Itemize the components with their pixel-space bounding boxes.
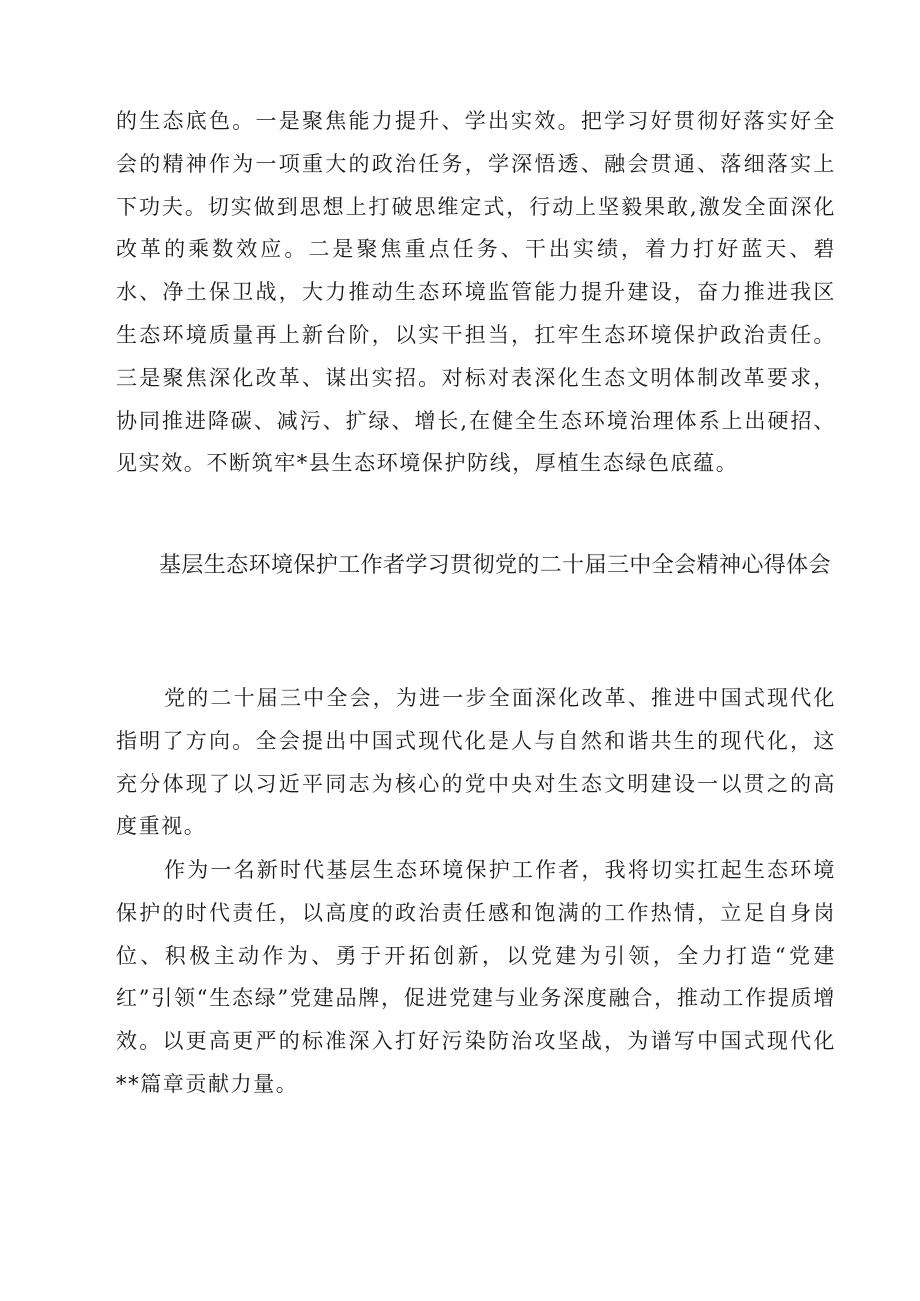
body-paragraph-2: 作为一名新时代基层生态环境保护工作者，我将切实扛起生态环境保护的时代责任，以高度的政治责任感和饱满的工作热情，立足自身岗位、积极主动作为、勇于开拓创新，以党建为引领，全力打造“党建红”引领“生态绿”党建品牌，促进党建与业务深度融合，推动工作提质增效。以更高更严的标准深入打好污染防治攻坚战，为谱写中国式现代化**篇章贡献力量。: [116, 858, 836, 1096]
section-title: 基层生态环境保护工作者学习贯彻党的二十届三中全会精神心得体会: [158, 553, 831, 578]
body-paragraph-1: 党的二十届三中全会，为进一步全面深化改革、推进中国式现代化指明了方向。全会提出中国式现代化是人与自然和谐共生的现代化，这充分体现了以习近平同志为核心的党中央对生态文明建设一以贯之的高度重视。: [116, 686, 836, 839]
intro-paragraph: 的生态底色。一是聚焦能力提升、学出实效。把学习好贯彻好落实好全会的精神作为一项重大的政治任务，学深悟透、融会贯通、落细落实上下功夫。切实做到思想上打破思维定式，行动上坚毅果敢,激发全面深化改革的乘数效应。二是聚焦重点任务、干出实绩，着力打好蓝天、碧水、净土保卫战，大力推动生态环境监管能力提升建设，奋力推进我区生态环境质量再上新台阶，以实干担当，扛牢生态环境保护政治责任。三是聚焦深化改革、谋出实招。对标对表深化生态文明体制改革要求，协同推进降碳、减污、扩绿、增长,在健全生态环境治理体系上出硬招、见实效。不断筑牢*县生态环境保护防线，厚植生态绿色底蕴。: [116, 109, 836, 476]
